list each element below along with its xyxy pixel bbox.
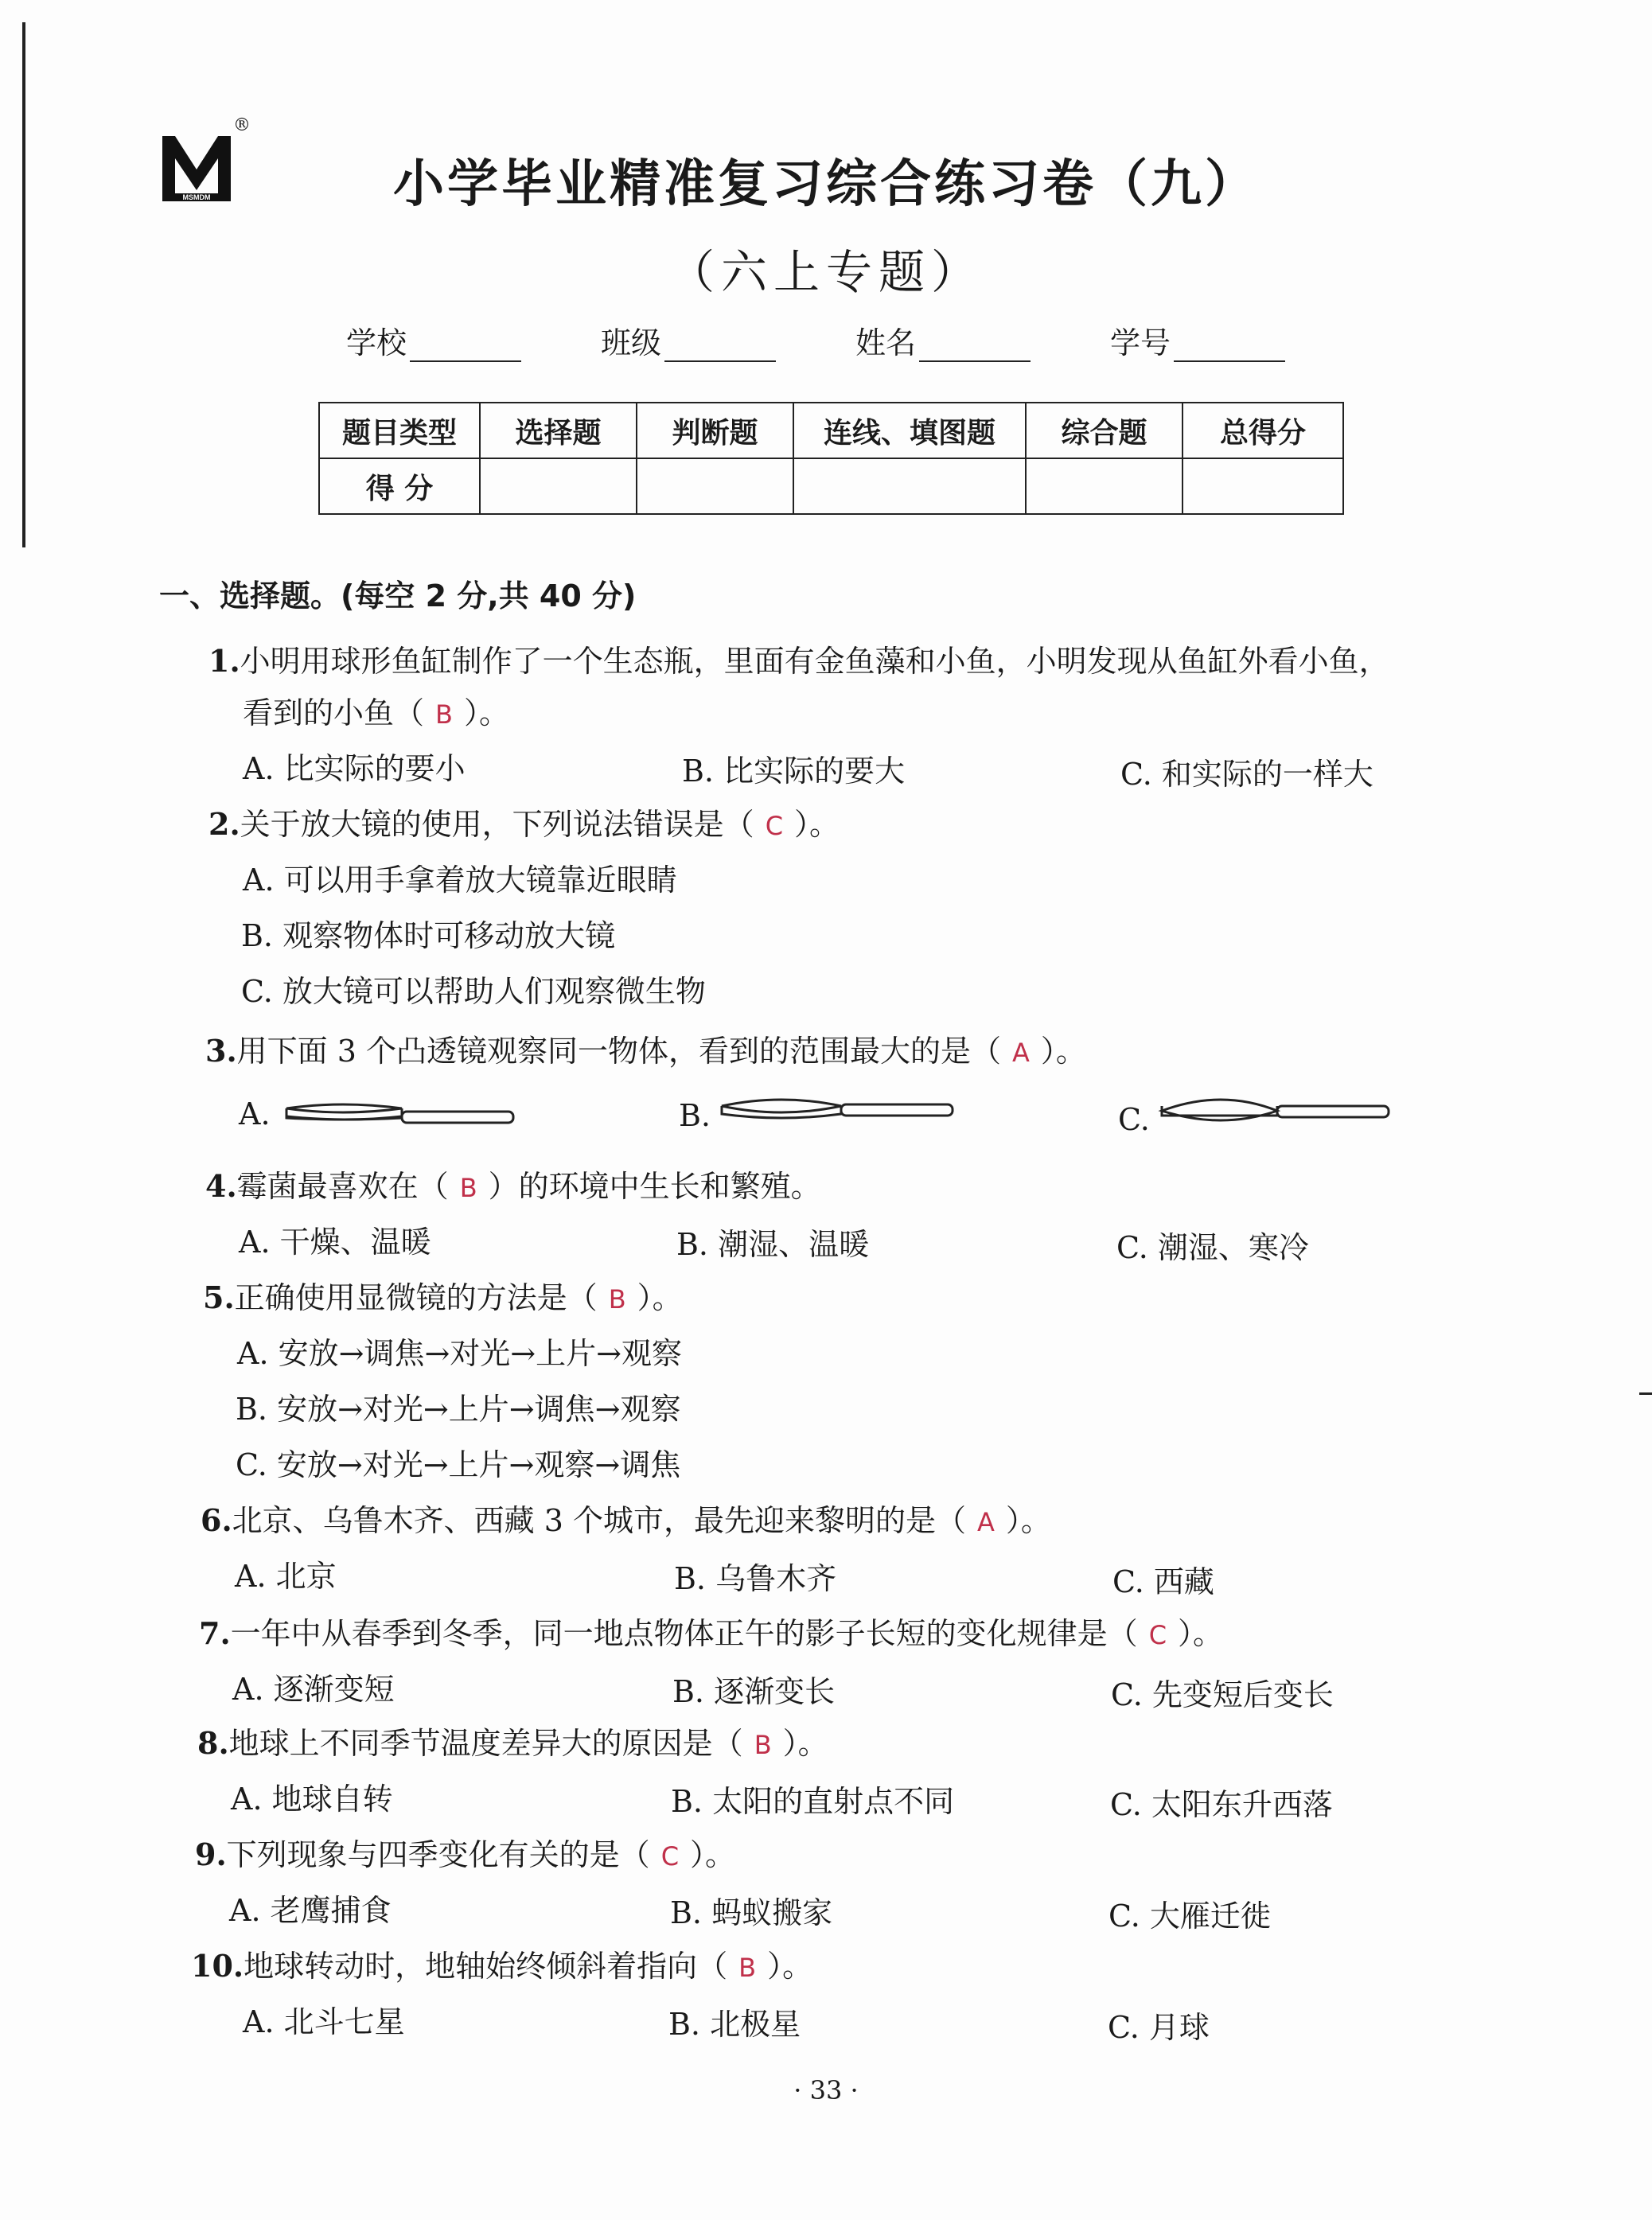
registered-mark: ® <box>233 115 251 135</box>
number-field[interactable] <box>1110 318 1285 362</box>
question-text: ）。 <box>637 1280 683 1315</box>
option-c[interactable]: C. 潮湿、寒冷 <box>1116 1230 1309 1265</box>
question-number: 1. <box>208 643 240 679</box>
option-c[interactable]: C. 月球 <box>1108 2010 1210 2045</box>
question-text: ）。 <box>767 1949 813 1984</box>
option-a[interactable]: A. 老鹰捕食 <box>229 1893 392 1928</box>
section-heading-choice: 一、选择题。(每空 2 分,共 40 分) <box>159 578 637 613</box>
question-text: ）。 <box>1005 1503 1051 1538</box>
question-text: ）的环境中生长和繁殖。 <box>488 1169 821 1204</box>
question-text: ）。 <box>690 1837 736 1872</box>
medium-lens-icon <box>718 1090 957 1130</box>
question-text: 看到的小鱼（ <box>243 695 425 730</box>
student-info-row <box>346 318 1317 366</box>
score-header-choice: 选择题 <box>480 403 637 458</box>
option-a[interactable]: A. 安放→调焦→对光→上片→观察 <box>237 1336 682 1371</box>
question-text: ）。 <box>463 695 509 730</box>
question-8 <box>197 1719 828 1762</box>
option-a[interactable]: A. 逐渐变短 <box>232 1672 395 1707</box>
class-blank[interactable] <box>664 329 776 362</box>
question-text: 地球转动时，地轴始终倾斜着指向（ <box>244 1949 728 1984</box>
question-9 <box>195 1830 735 1874</box>
school-blank[interactable] <box>410 329 521 362</box>
thin-lens-icon <box>282 1094 521 1134</box>
score-table-score-row <box>319 458 1343 514</box>
question-text: ）。 <box>1040 1034 1086 1069</box>
question-text: ）。 <box>1178 1616 1224 1651</box>
score-cell-judge[interactable] <box>637 458 793 514</box>
answer-mark: B <box>608 1284 626 1314</box>
edge-mark <box>1639 1392 1652 1395</box>
answer-mark: A <box>1012 1038 1030 1068</box>
question-text: ）。 <box>794 807 840 842</box>
score-header-type: 题目类型 <box>319 403 480 458</box>
question-text: 下列现象与四季变化有关的是（ <box>226 1837 650 1872</box>
option-b[interactable]: B. 北极星 <box>668 2007 801 2042</box>
answer-mark: B <box>754 1730 772 1760</box>
option-c[interactable]: C. 西藏 <box>1112 1564 1214 1599</box>
question-text: 一年中从春季到冬季，同一地点物体正午的影子长短的变化规律是（ <box>230 1616 1138 1651</box>
option-b[interactable]: B. 乌鲁木齐 <box>674 1561 837 1596</box>
question-number: 2. <box>208 806 240 842</box>
class-field[interactable] <box>601 318 776 362</box>
question-text: 地球上不同季节温度差异大的原因是（ <box>228 1726 743 1761</box>
page-number: · 33 · <box>793 2075 859 2105</box>
score-header-judge: 判断题 <box>637 403 793 458</box>
number-label: 学号 <box>1110 325 1171 360</box>
question-text: 正确使用显微镜的方法是（ <box>234 1280 598 1315</box>
question-3 <box>205 1026 1086 1070</box>
name-blank[interactable] <box>919 329 1031 362</box>
question-text: 北京、乌鲁木齐、西藏 3 个城市，最先迎来黎明的是（ <box>232 1503 967 1538</box>
answer-mark: B <box>459 1173 477 1203</box>
answer-mark: C <box>765 811 784 841</box>
name-label: 姓名 <box>855 325 917 360</box>
answer-mark: B <box>738 1953 757 1983</box>
option-b[interactable]: B. 观察物体时可移动放大镜 <box>241 918 616 953</box>
question-6 <box>201 1496 1051 1540</box>
score-cell-total[interactable] <box>1183 458 1343 514</box>
question-text: ）。 <box>782 1726 828 1761</box>
question-text: 小明用球形鱼缸制作了一个生态瓶，里面有金鱼藻和小鱼，小明发现从鱼缸外看小鱼， <box>240 644 1389 679</box>
score-header-total: 总得分 <box>1183 403 1343 458</box>
question-text: 关于放大镜的使用，下列说法错误是（ <box>240 807 754 842</box>
school-label: 学校 <box>346 325 407 360</box>
page-title: 小学毕业精准复习综合练习卷（九） <box>393 155 1259 214</box>
option-b[interactable]: B. 潮湿、温暖 <box>676 1227 870 1262</box>
question-1-continued <box>243 688 509 732</box>
option-b[interactable]: B. 比实际的要大 <box>682 754 906 789</box>
question-number: 3. <box>205 1033 237 1069</box>
question-1 <box>208 637 1389 680</box>
question-number: 8. <box>197 1725 229 1761</box>
question-number: 9. <box>195 1836 227 1872</box>
question-7 <box>199 1609 1223 1653</box>
option-c[interactable]: C. 和实际的一样大 <box>1120 757 1373 792</box>
option-a[interactable]: A. 北京 <box>235 1559 337 1594</box>
score-header-match: 连线、填图题 <box>793 403 1026 458</box>
option-b[interactable]: B. 逐渐变长 <box>672 1674 836 1709</box>
question-10 <box>191 1942 812 1985</box>
score-cell-choice[interactable] <box>480 458 637 514</box>
score-table-header-row <box>319 403 1343 458</box>
option-c[interactable]: C. 安放→对光→上片→观察→调焦 <box>236 1447 681 1482</box>
score-cell-comprehensive[interactable] <box>1026 458 1183 514</box>
option-a[interactable]: A. 干燥、温暖 <box>239 1225 431 1260</box>
option-a[interactable]: A. 地球自转 <box>231 1782 393 1817</box>
score-row-label: 得 分 <box>319 458 480 514</box>
answer-mark: B <box>435 699 453 730</box>
question-text: 用下面 3 个凸透镜观察同一物体，看到的范围最大的是（ <box>236 1034 1002 1069</box>
option-c[interactable]: C. 大雁迁徙 <box>1108 1899 1271 1934</box>
option-b[interactable]: B. 太阳的直射点不同 <box>671 1784 955 1819</box>
question-5 <box>203 1273 683 1317</box>
option-b[interactable]: B. <box>679 1098 711 1133</box>
question-number: 10. <box>191 1948 244 1984</box>
question-number: 4. <box>205 1168 237 1204</box>
school-field[interactable] <box>346 318 521 362</box>
number-blank[interactable] <box>1174 329 1285 362</box>
option-a[interactable]: A. 比实际的要小 <box>243 751 466 786</box>
option-b[interactable]: B. 安放→对光→上片→调焦→观察 <box>236 1392 681 1427</box>
svg-text:MSMDM: MSMDM <box>182 193 211 201</box>
question-4 <box>205 1162 821 1205</box>
option-c[interactable]: C. 放大镜可以帮助人们观察微生物 <box>241 974 706 1009</box>
answer-mark: A <box>977 1507 995 1537</box>
answer-mark: C <box>1148 1620 1167 1650</box>
question-number: 7. <box>199 1615 231 1651</box>
option-c[interactable]: C. 太阳东升西落 <box>1110 1787 1333 1822</box>
option-b[interactable]: B. 蚂蚁搬家 <box>670 1895 833 1930</box>
option-a[interactable]: A. 可以用手拿着放大镜靠近眼睛 <box>243 863 677 898</box>
question-2 <box>208 800 840 843</box>
score-header-comprehensive: 综合题 <box>1026 403 1183 458</box>
page-subtitle: （六上专题） <box>668 245 984 299</box>
option-a[interactable]: A. <box>239 1096 271 1131</box>
question-number: 5. <box>203 1279 235 1315</box>
option-c[interactable]: C. 先变短后变长 <box>1111 1677 1334 1712</box>
option-a[interactable]: A. 北斗七星 <box>243 2004 405 2039</box>
answer-mark: C <box>660 1841 680 1871</box>
score-cell-match[interactable] <box>793 458 1026 514</box>
question-number: 6. <box>201 1502 232 1538</box>
class-label: 班级 <box>601 325 662 360</box>
thick-lens-icon <box>1158 1089 1397 1133</box>
score-table <box>318 402 1344 515</box>
question-text: 霉菌最喜欢在（ <box>236 1169 449 1204</box>
option-c[interactable]: C. <box>1118 1102 1150 1137</box>
name-field[interactable] <box>855 318 1031 362</box>
